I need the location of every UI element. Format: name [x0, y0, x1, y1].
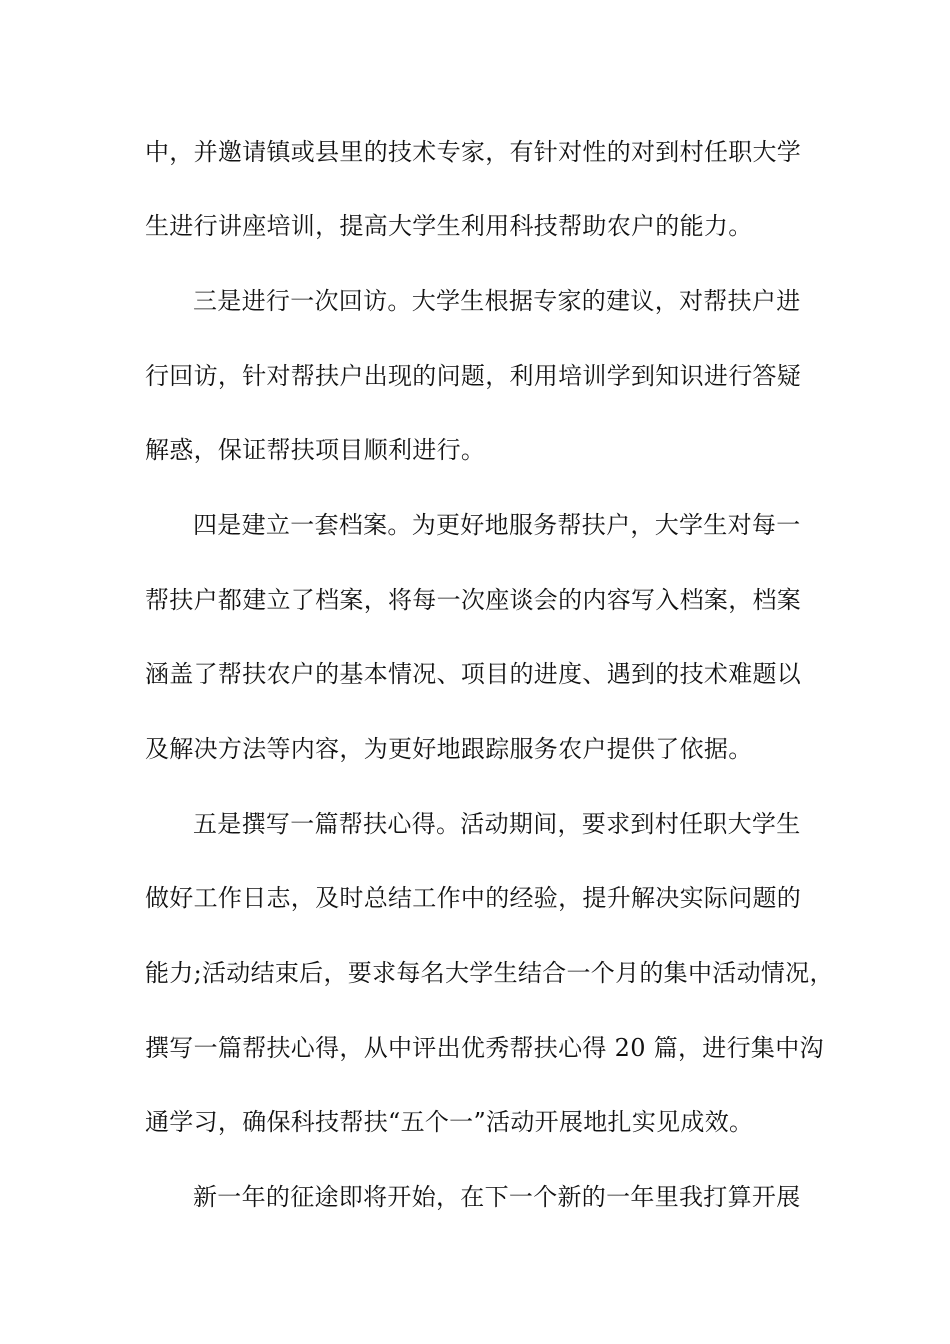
paragraph-start-line: 五是撰写一篇帮扶心得。活动期间，要求到村任职大学生	[193, 810, 801, 838]
text-line: 能力;活动结束后，要求每名大学生结合一个月的集中活动情况，	[145, 959, 834, 987]
text-line: 通学习，确保科技帮扶“五个一”活动开展地扎实见成效。	[145, 1108, 754, 1136]
text-line: 涵盖了帮扶农户的基本情况、项目的进度、遇到的技术难题以	[145, 660, 802, 688]
text-line: 撰写一篇帮扶心得，从中评出优秀帮扶心得 20 篇，进行集中沟	[145, 1034, 824, 1062]
paragraph-start-line: 三是进行一次回访。大学生根据专家的建议，对帮扶户进	[193, 287, 801, 315]
paragraph-start-line: 新一年的征途即将开始，在下一个新的一年里我打算开展	[193, 1183, 801, 1211]
text-line: 做好工作日志，及时总结工作中的经验，提升解决实际问题的	[145, 884, 802, 912]
paragraph-start-line: 四是建立一套档案。为更好地服务帮扶户，大学生对每一	[193, 511, 801, 539]
text-line: 解惑，保证帮扶项目顺利进行。	[145, 436, 486, 464]
text-line: 中，并邀请镇或县里的技术专家，有针对性的对到村任职大学	[145, 138, 802, 166]
text-line: 生进行讲座培训，提高大学生利用科技帮助农户的能力。	[145, 212, 753, 240]
text-line: 帮扶户都建立了档案，将每一次座谈会的内容写入档案，档案	[145, 586, 802, 614]
text-line: 行回访，针对帮扶户出现的问题，利用培训学到知识进行答疑	[145, 362, 802, 390]
text-line: 及解决方法等内容，为更好地跟踪服务农户提供了依据。	[145, 735, 753, 763]
